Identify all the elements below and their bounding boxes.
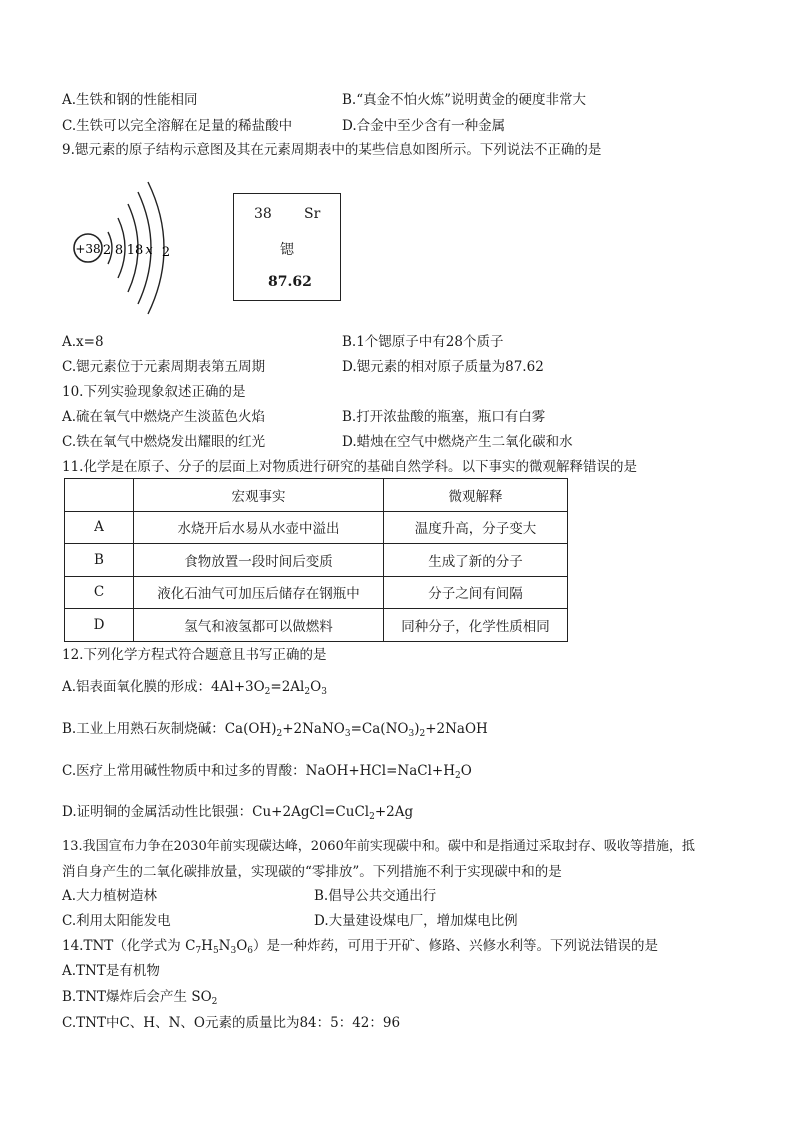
table-row [65,576,568,609]
q13-stem-line1: 13.我国宣布力争在2030年前实现碳达峰，2060年前实现碳中和。碳中和是指通过采取封存、吸收等措施，抵 [62,839,695,854]
q8-option-a: A.生铁和钢的性能相同 [62,92,198,108]
q13-option-b: B.倡导公共交通出行 [314,888,437,904]
q9-option-b: B.1个锶原子中有28个质子 [342,334,504,350]
q12-option-a-text: A.铝表面氧化膜的形成： [62,679,212,695]
q9-option-d: D.锶元素的相对原子质量为87.62 [342,359,544,375]
q9-stem: 9.锶元素的原子结构示意图及其在元素周期表中的某些信息如图所示。下列说法不正确的是 [62,142,602,158]
table-header-blank [65,479,134,512]
q10-option-b: B.打开浓盐酸的瓶塞，瓶口有白雾 [342,409,546,425]
row-fact: 液化石油气可加压后储存在钢瓶中 [134,576,384,609]
q13-stem-line2: 消自身产生的二氧化碳排放量，实现碳的“零排放”。下列措施不利于实现碳中和的是 [62,864,562,880]
q10-option-c: C.铁在氧气中燃烧发出耀眼的红光 [62,434,266,450]
shell-3-electrons: 18 [126,243,144,258]
row-label: D [65,609,134,642]
row-fact: 水烧开后水易从水壶中溢出 [134,511,384,544]
table-header-fact: 宏观事实 [134,479,384,512]
q12-option-c-text: C.医疗上常用碱性物质中和过多的胃酸： [62,763,306,779]
q14-option-c: C.TNT中C、H、N、O元素的质量比为84：5：42：96 [62,1015,401,1031]
table-row [65,544,568,577]
shell-5-electrons: 2 [161,245,171,260]
row-explain: 温度升高，分子变大 [384,511,568,544]
q10-option-a: A.硫在氧气中燃烧产生淡蓝色火焰 [62,409,266,425]
q12-option-c-equation: $NaOH+HCl=NaCl+H_2O$ [305,763,472,781]
table-row [65,511,568,544]
micro-explanation-table [64,478,568,642]
row-label: C [65,576,134,609]
q8-option-d: D.合金中至少含有一种金属 [342,118,506,134]
periodic-table-card [233,193,341,301]
q13-option-c: C.利用太阳能发电 [62,913,171,929]
q13-option-a: A.大力植树造林 [62,888,158,904]
element-name: 锶 [280,242,294,258]
row-fact: 氢气和液氢都可以做燃料 [134,609,384,642]
q14-option-b: B.TNT爆炸后会产生 $SO_2$ [62,989,218,1007]
atomic-number: 38 [254,206,272,222]
q12-option-a-equation: $4Al+3O_2=2Al_2O_3$ [211,679,327,697]
row-label: B [65,544,134,577]
row-fact: 食物放置一段时间后变质 [134,544,384,577]
q9-option-a: A.x=8 [62,334,104,350]
q12-option-b [62,720,488,743]
q12-option-b-equation: $Ca(OH)_2+2NaNO_3=Ca(NO_3)_2+2NaOH$ [224,721,488,739]
table-row [65,609,568,642]
element-symbol: Sr [304,206,321,222]
q10-stem: 10.下列实验现象叙述正确的是 [62,384,246,400]
q8-option-b: B.“真金不怕火炼”说明黄金的硬度非常大 [342,92,587,108]
q12-option-c [62,762,472,785]
q12-option-d-equation: Cu+2AgCl=CuCl$_2$+2Ag [252,804,414,822]
row-explain: 生成了新的分子 [384,544,568,577]
atom-structure-diagram [70,178,180,318]
q13-option-d: D.大量建设煤电厂，增加煤电比例 [314,913,518,929]
q12-stem: 12.下列化学方程式符合题意且书写正确的是 [62,647,327,663]
row-explain: 同种分子，化学性质相同 [384,609,568,642]
shell-1-electrons: 2 [102,243,112,258]
q14-option-a: A.TNT是有机物 [62,963,160,979]
table-header-explain: 微观解释 [384,479,568,512]
row-label: A [65,511,134,544]
q12-option-d [62,803,413,826]
shell-2-electrons: 8 [114,243,124,258]
shell-4-electrons: x [145,243,153,258]
nucleus-charge: +38 [75,242,101,256]
q12-option-d-text: D.证明铜的金属活动性比银强： [62,804,253,820]
table-header-row [65,479,568,512]
q12-option-a [62,678,327,701]
row-explain: 分子之间有间隔 [384,576,568,609]
q10-option-d: D.蜡烛在空气中燃烧产生二氧化碳和水 [342,434,573,450]
atomic-mass: 87.62 [268,274,312,290]
q14-stem: 14.TNT（化学式为 $C_7H_5N_3O_6$）是一种炸药，可用于开矿、修路、兴修水利等。下列说法错误的是 [62,938,659,956]
q12-option-b-text: B.工业上用熟石灰制烧碱： [62,721,225,737]
q8-option-c: C.生铁可以完全溶解在足量的稀盐酸中 [62,118,293,134]
q9-option-c: C.锶元素位于元素周期表第五周期 [62,359,266,375]
q11-stem: 11.化学是在原子、分子的层面上对物质进行研究的基础自然学科。以下事实的微观解释错误的是 [62,459,637,475]
